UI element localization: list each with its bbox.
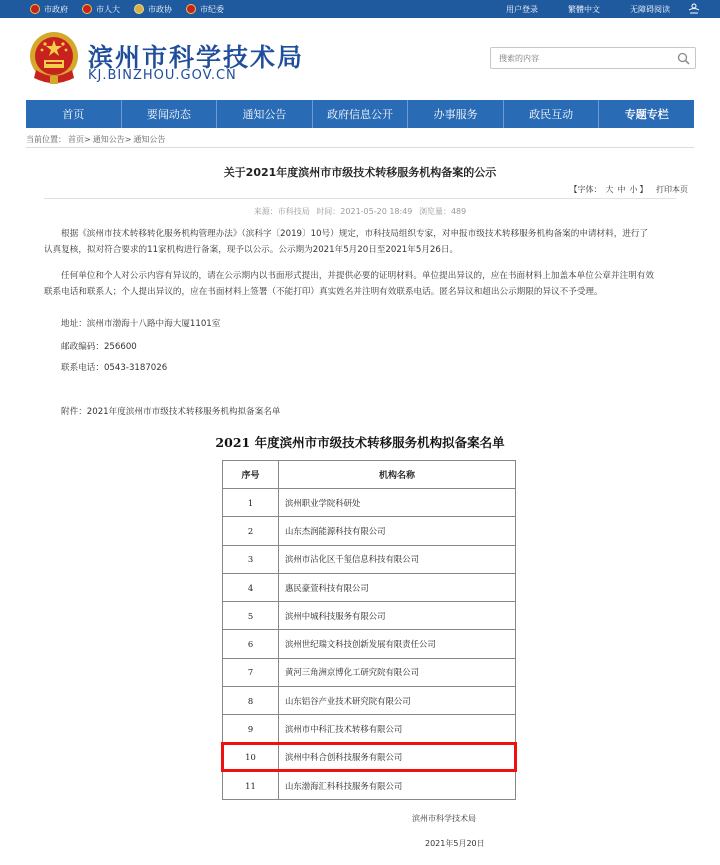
highlight-box (221, 742, 517, 772)
row-name: 滨州职业学院科研处 (279, 489, 516, 517)
gov-links (30, 0, 224, 18)
print-button[interactable]: 打印本页 (656, 185, 688, 194)
row-index: 10 (223, 743, 279, 771)
row-name: 黄河三角洲京博化工研究院有限公司 (279, 658, 516, 686)
row-name: 惠民豪萱科技有限公司 (279, 573, 516, 601)
link-city-discipline[interactable] (186, 4, 224, 15)
font-large-button[interactable]: 大 (605, 185, 614, 194)
table-row (223, 715, 516, 743)
row-index: 2 (223, 517, 279, 545)
header-name: 机构名称 (279, 461, 516, 489)
font-label: 【字体： (569, 185, 602, 194)
postcode-line: 邮政编码：256600 (61, 342, 137, 352)
nav-topics[interactable]: 专题专栏 (624, 108, 669, 121)
address-line: 地址：滨州市渤海十八路中海大厦1101室 (61, 319, 221, 329)
table-row (223, 545, 516, 573)
font-medium-button[interactable]: 中 (617, 185, 626, 194)
table-row (223, 658, 516, 686)
breadcrumb-notices[interactable]: 通知公告> (92, 135, 132, 144)
link-label: 市政协 (148, 4, 172, 14)
nav-interaction[interactable]: 政民互动 (504, 100, 600, 128)
row-name: 滨州中城科技服务有限公司 (279, 602, 516, 630)
row-name: 山东杰润能源科技有限公司 (279, 517, 516, 545)
table-row (223, 602, 516, 630)
font-small-button[interactable]: 小 (629, 185, 638, 194)
row-name: 滨州中科合创科技服务有限公司 (279, 743, 516, 771)
top-bar (0, 0, 720, 18)
body-line: 任何单位和个人对公示内容有异议的，请在公示期内以书面形式提出，并提供必要的证明材料。单位提出异议的，应在书面材料上加盖本单位公章并注明有效 (61, 271, 654, 281)
signature-org: 滨州市科学技术局 (412, 814, 476, 823)
attachment-link[interactable]: 附件：2021年度滨州市市级技术转移服务机构拟备案名单 (61, 407, 281, 417)
user-login-link[interactable]: 用户登录 (506, 4, 538, 14)
table-header-row (223, 461, 516, 489)
row-index: 11 (223, 771, 279, 799)
divider (26, 147, 694, 148)
nav-services[interactable]: 办事服务 (408, 100, 504, 128)
article-views: 浏览量：489 (418, 207, 467, 216)
national-emblem-icon (28, 30, 80, 86)
table-row (223, 771, 516, 799)
breadcrumb-prefix: 当前位置： (26, 135, 66, 144)
row-name: 滨州世纪瑞文科技创新发展有限责任公司 (279, 630, 516, 658)
table-row (223, 687, 516, 715)
link-label: 市纪委 (200, 4, 224, 14)
signature-date: 2021年5月20日 (425, 839, 485, 848)
article-meta (0, 206, 720, 217)
table-row (223, 630, 516, 658)
row-index: 9 (223, 715, 279, 743)
row-index: 7 (223, 658, 279, 686)
search-box (490, 47, 696, 69)
header-index: 序号 (223, 461, 279, 489)
row-index: 4 (223, 573, 279, 601)
table-row (223, 489, 516, 517)
nav-news[interactable]: 要闻动态 (122, 100, 218, 128)
nav-gov-info[interactable]: 政府信息公开 (313, 100, 409, 128)
row-index: 6 (223, 630, 279, 658)
row-index: 5 (223, 602, 279, 630)
link-label: 市人大 (96, 4, 120, 14)
row-index: 1 (223, 489, 279, 517)
phone-line: 联系电话：0543-3187026 (61, 363, 168, 373)
main-nav (26, 100, 694, 128)
article-title: 关于2021年度滨州市市级技术转移服务机构备案的公示 (223, 166, 497, 179)
body-line: 根据《滨州市技术转移转化服务机构管理办法》（滨科字〔2019〕10号）规定，市科技局组织专家，对申报市级技术转移服务机构备案的申请材料，进行了 (61, 229, 649, 239)
font-close: 】 (639, 185, 648, 194)
article-source: 来源：市科技局 (253, 207, 310, 216)
table-row (223, 517, 516, 545)
accessibility-link[interactable]: 无障碍阅读 (630, 4, 670, 14)
site-title: 滨州市科学技术局 (88, 43, 305, 72)
nav-notices[interactable]: 通知公告 (217, 100, 313, 128)
font-size-bar (569, 184, 688, 195)
cppcc-emblem-icon (134, 4, 144, 14)
table-title: 2021 年度滨州市市级技术转移服务机构拟备案名单 (215, 435, 505, 450)
site-header (0, 18, 720, 100)
row-index: 8 (223, 687, 279, 715)
national-emblem-icon (82, 4, 92, 14)
row-name: 山东铝谷产业技术研究院有限公司 (279, 687, 516, 715)
top-right-links (506, 0, 670, 18)
row-name: 滨州市沾化区千玺信息科技有限公司 (279, 545, 516, 573)
search-input[interactable] (491, 48, 666, 68)
link-city-cppcc[interactable] (134, 4, 172, 15)
row-index: 3 (223, 545, 279, 573)
party-emblem-icon (186, 4, 196, 14)
divider (44, 198, 676, 199)
traditional-chinese-link[interactable]: 繁體中文 (568, 4, 600, 14)
search-icon[interactable] (677, 52, 690, 65)
breadcrumb-current[interactable]: 通知公告 (133, 135, 166, 144)
link-city-congress[interactable] (82, 4, 120, 15)
row-name: 山东渤海汇科科技服务有限公司 (279, 771, 516, 799)
link-label: 市政府 (44, 4, 68, 14)
breadcrumb-home[interactable]: 首页> (68, 135, 91, 144)
site-domain: KJ.BINZHOU.GOV.CN (88, 68, 237, 83)
article-time: 时间：2021-05-20 18:49 (316, 207, 413, 216)
row-name: 滨州市中科汇技术转移有限公司 (279, 715, 516, 743)
table-row (223, 573, 516, 601)
body-line: 认真复核，拟对符合要求的11家机构进行备案，现予以公示。公示期为2021年5月20日至2021年5月26日。 (44, 245, 459, 255)
body-line: 联系电话和联系人；个人提出异议的，应在书面材料上签署（不能打印）真实姓名并注明有效联系电话。匿名异议和超出公示期限的异议不予受理。 (44, 287, 603, 297)
breadcrumb (26, 134, 167, 145)
link-city-government[interactable] (30, 4, 68, 15)
nav-home[interactable]: 首页 (26, 100, 122, 128)
accessibility-icon[interactable] (686, 3, 702, 15)
national-emblem-icon (30, 4, 40, 14)
